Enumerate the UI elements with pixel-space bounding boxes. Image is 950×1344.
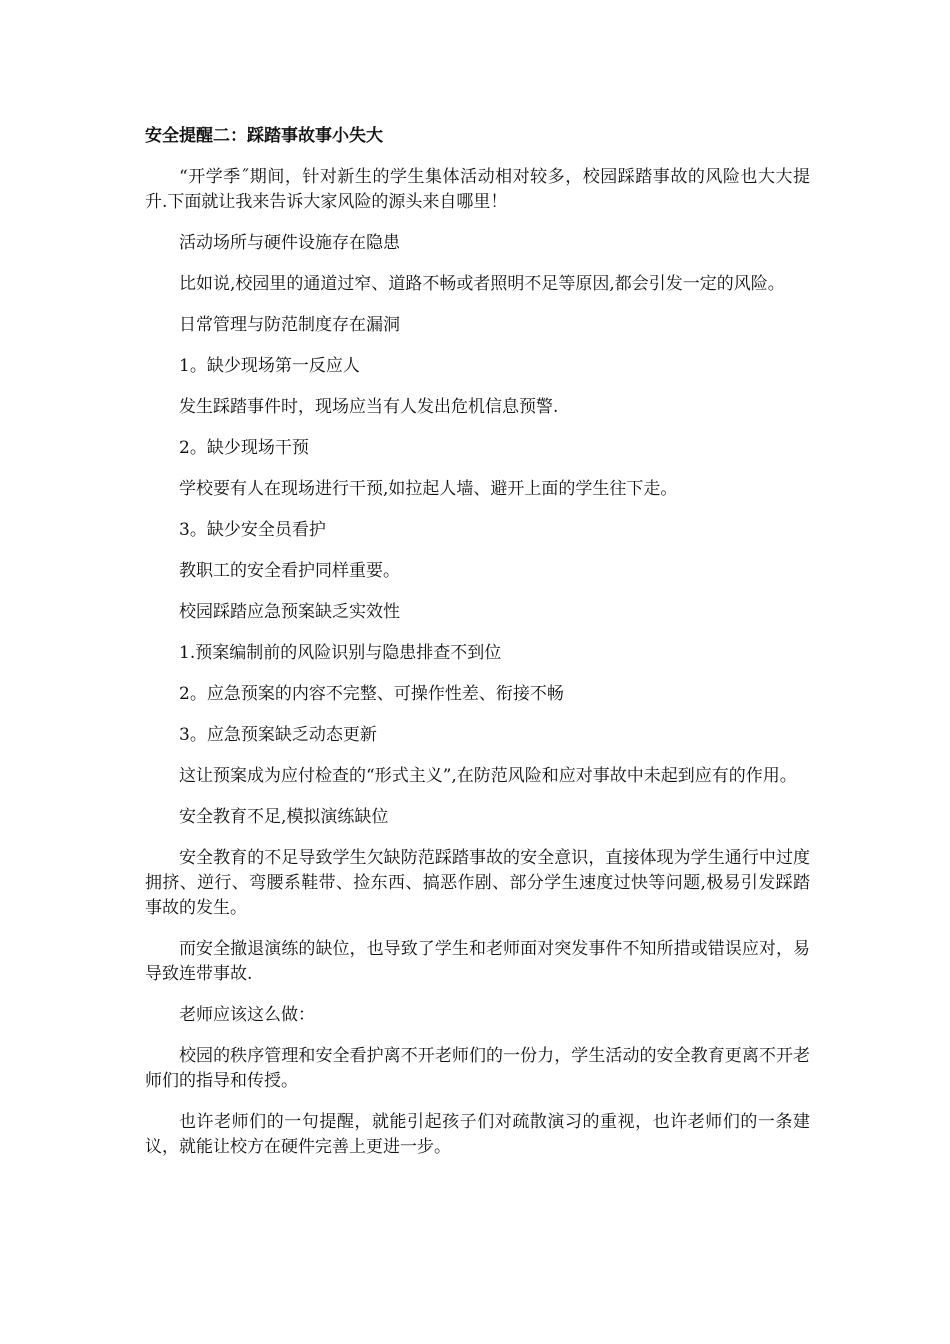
paragraph-teachers-advice: 也许老师们的一句提醒，就能引起孩子们对疏散演习的重视，也许老师们的一条建议，就能让校方在硬件完善上更进一步。 <box>145 1112 810 1157</box>
section-heading-emergency-plan: 校园踩踏应急预案缺乏实效性 <box>179 602 400 622</box>
paragraph-intervention: 学校要有人在现场进行干预,如拉起人墙、避开上面的学生往下走。 <box>179 479 678 499</box>
paragraph-intro: “开学季˝期间，针对新生的学生集体活动相对较多，校园踩踏事故的风险也大大提升.下面就让我来告诉大家风险的源头来自哪里！ <box>145 167 810 212</box>
section-heading-facilities: 活动场所与硬件设施存在隐患 <box>179 233 400 253</box>
document-body <box>145 124 810 1176</box>
section-heading-teachers: 老师应该这么做： <box>179 1005 315 1025</box>
list-item-intervention: 2。缺少现场干预 <box>179 438 309 458</box>
list-item-plan-content: 2。应急预案的内容不完整、可操作性差、衔接不畅 <box>179 684 564 704</box>
paragraph-facilities: 比如说,校园里的通道过窄、道路不畅或者照明不足等原因,都会引发一定的风险。 <box>179 274 785 294</box>
paragraph-first-responder: 发生踩踏事件时，现场应当有人发出危机信息预警. <box>179 397 559 417</box>
section-heading-education: 安全教育不足,模拟演练缺位 <box>179 807 389 827</box>
paragraph-formalism: 这让预案成为应付检查的“形式主义”,在防范风险和应对事故中未起到应有的作用。 <box>179 766 797 786</box>
list-item-first-responder: 1。缺少现场第一反应人 <box>179 356 360 376</box>
paragraph-drill: 而安全撤退演练的缺位，也导致了学生和老师面对突发事件不知所措或错误应对，易导致连带事故. <box>145 939 810 984</box>
list-item-safety-guard: 3。缺少安全员看护 <box>179 520 326 540</box>
list-item-risk-identification: 1.预案编制前的风险识别与隐患排查不到位 <box>179 643 502 663</box>
section-heading-management: 日常管理与防范制度存在漏洞 <box>179 315 400 335</box>
paragraph-education: 安全教育的不足导致学生欠缺防范踩踏事故的安全意识，直接体现为学生通行中过度拥挤、逆行、弯腰系鞋带、捡东西、搞恶作剧、部分学生速度过快等问题,极易引发踩踏事故的发生。 <box>145 848 810 918</box>
document-title: 安全提醒二：踩踏事故事小失大 <box>145 126 383 146</box>
paragraph-teachers-role: 校园的秩序管理和安全看护离不开老师们的一份力，学生活动的安全教育更离不开老师们的指导和传授。 <box>145 1046 810 1091</box>
list-item-plan-update: 3。应急预案缺乏动态更新 <box>179 725 377 745</box>
paragraph-safety-guard: 教职工的安全看护同样重要。 <box>179 561 400 581</box>
